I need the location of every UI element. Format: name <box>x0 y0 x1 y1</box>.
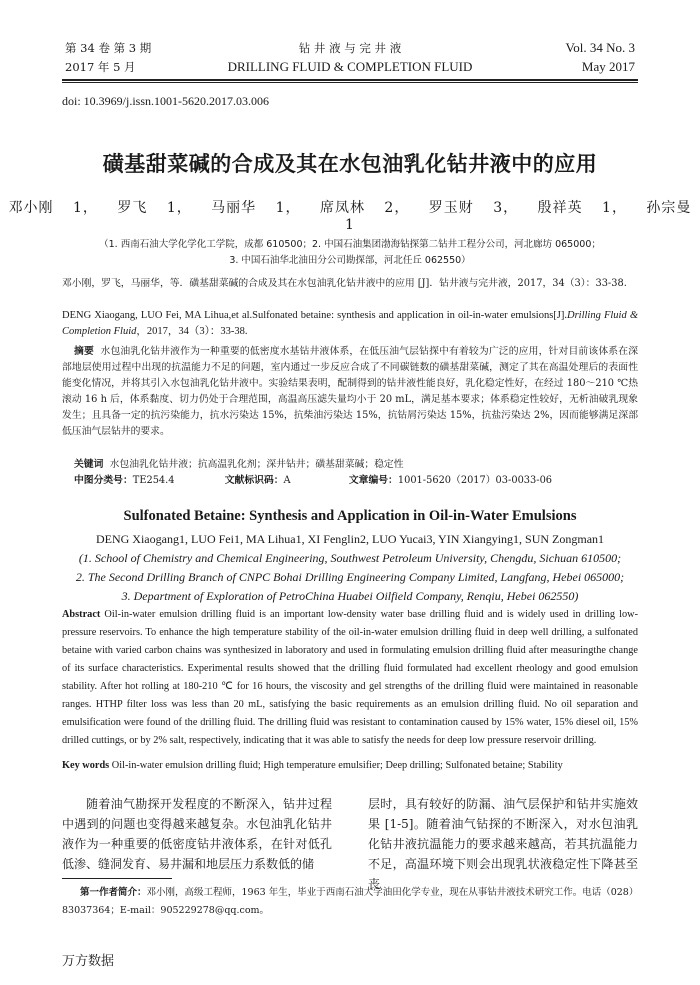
abstract-cn-label: 摘要 <box>74 346 94 357</box>
keywords-cn-label: 关键词 <box>74 459 104 470</box>
doc-code-label: 文献标识码： <box>224 475 284 486</box>
date-en: May 2017 <box>581 59 635 74</box>
journal-name-cn: 钻 井 液 与 完 井 液 <box>298 41 402 55</box>
citation-en-text: DENG Xiaogang, LUO Fei, MA Lihua,et al.Sulfonated betaine: synthesis and application in oil-in-water emulsions[J]. <box>62 310 567 321</box>
footnote-rule <box>62 878 172 879</box>
affiliation-en-2: 2. The Second Drilling Branch of CNPC Bohai Drilling Engineering Company Limited, Langfang, Hebei 065000; <box>75 570 625 584</box>
citation-en-tail: ，2017，34（3）：33-38. <box>136 326 248 337</box>
affiliation-en-3: 3. Department of Exploration of PetroChina Huabei Oilfield Company, Renqiu, Hebei 062550) <box>121 589 579 603</box>
keywords-cn <box>62 457 638 473</box>
authors-en: DENG Xiaogang1, LUO Fei1, MA Lihua1, XI Fenglin2, LUO Yucai3, YIN Xiangying1, SUN Zongman1 <box>95 532 605 546</box>
affiliation-en-1: (1. School of Chemistry and Chemical Engineering, Southwest Petroleum University, Chengdu, Sichuan 610500; <box>78 551 622 565</box>
title-cn: 磺基甜菜碱的合成及其在水包油乳化钻井液中的应用 <box>102 152 598 176</box>
affiliation-cn-2: 3. 中国石油华北油田分公司勘探部，河北任丘 062550） <box>229 255 471 266</box>
keywords-en <box>62 758 638 774</box>
header-rule-bottom <box>62 82 638 83</box>
abstract-en-text: Oil-in-water emulsion drilling fluid is an important low-density water base drilling fluid and is widely used in drilling low-pressure reservoirs. To enhance the high temperature stability of the oil-in-water emulsion drilling fluid in deep well drilling, a sulfonated betaine with varied carbon chains was synthesized in laboratory and used in formulating emulsion drilling fluid after measuringthe change of its surface characteristics. Experimental results showed that the drilling fluid formulated had excellent rheology and good emulsion stability. After hot rolling at 180-210 ℃ for 16 hours, the viscosity and gel strengths of the drilling fluid were maintained in reasonable ranges. HTHP filter loss was less than 20 mL, satisfying the basic requirements as an emulsion drilling fluid. No oil separation and emulsification were found of the drilling fluid. The drilling fluid was resistant to contamination caused by 15% water, 15% diesel oil, 15% drilled cuttings, or by 2% salt, respectively, indicating that it was able to satisfy the needs for deep low pressure reservoir drilling. <box>62 609 639 746</box>
citation-en-journal: Drilling Fluid & Completion Fluid <box>62 310 638 337</box>
keywords-en-text: Oil-in-water emulsion drilling fluid; High temperature emulsifier; Deep drilling; Sulfonated betaine; Stability <box>111 760 563 771</box>
header-rule-top <box>62 79 638 81</box>
body-column-left: 随着油气勘探开发程度的不断深入，钻井过程中遇到的问题也变得越来越复杂。水包油乳化钻井液作为一种重要的低密度钻井液体系，在针对低孔低渗、缝洞发育、易井漏和地层压力系数低的储 <box>62 797 332 871</box>
footnote-label: 第一作者简介： <box>80 887 147 898</box>
abstract-en-label: Abstract <box>62 609 101 620</box>
doi[interactable]: doi: 10.3969/j.issn.1001-5620.2017.03.006 <box>62 94 270 108</box>
classification-line <box>62 473 638 489</box>
footnote-text: 邓小刚，高级工程师，1963 年生，毕业于西南石油大学油田化学专业，现在从事钻井液技术研究工作。电话（028）83037364；E-mail：905229278@qq.com。 <box>62 887 634 916</box>
article-no-value: 1001-5620（2017）03-0033-06 <box>397 475 553 486</box>
date-cn: 2017 年 5 月 <box>65 60 136 74</box>
clc-label: 中图分类号： <box>74 475 133 486</box>
body-column-right: 层时，具有较好的防漏、油气层保护和钻井实施效果 [1-5]。随着油气钻探的不断深入，对水包油乳化钻井液抗温能力的要求越来越高，若其抗温能力不足，高温环境下则会出现乳状液稳定性下降甚至丧 <box>368 797 638 891</box>
journal-name-en: DRILLING FLUID & COMPLETION FLUID <box>227 59 473 74</box>
abstract-en <box>62 606 638 750</box>
authors-cn: 邓小刚 1， 罗飞 1， 马丽华 1， 席凤林 2， 罗玉财 3， 殷祥英 1， 孙宗曼 1 <box>8 200 692 233</box>
article-no-label: 文章编号： <box>348 475 398 486</box>
doc-code-value: A <box>283 475 291 486</box>
affiliation-cn-1: （1. 西南石油大学化学化工学院，成都 610500；2. 中国石油集团渤海钻探第二钻井工程分公司，河北廊坊 065000； <box>99 239 601 250</box>
volume-issue-en: Vol. 34 No. 3 <box>565 40 635 55</box>
watermark: 万方数据 <box>62 954 115 969</box>
abstract-cn <box>62 344 638 440</box>
keywords-cn-text: 水包油乳化钻井液；抗高温乳化剂；深井钻井；磺基甜菜碱；稳定性 <box>109 459 404 470</box>
citation-en <box>62 308 638 340</box>
clc-value: TE254.4 <box>132 475 175 486</box>
footnote <box>62 884 638 920</box>
keywords-en-label: Key words <box>62 760 110 771</box>
volume-issue-cn: 第 34 卷 第 3 期 <box>65 41 152 55</box>
citation-cn: 邓小刚，罗飞，马丽华，等．磺基甜菜碱的合成及其在水包油乳化钻井液中的应用 [J]．钻井液与完井液，2017，34（3）：33-38. <box>62 278 627 289</box>
abstract-cn-text: 水包油乳化钻井液作为一种重要的低密度水基钻井液体系，在低压油气层钻探中有着较为广泛的应用，针对目前该体系在深部地层使用过程中出现的抗温能力不足的问题，室内通过一步反应合成了不同碳链数的磺基甜菜碱，测定了其在高温处理后的表面性能变化情况，并将其引入水包油乳化钻井液中。实验结果表明，配制得到的钻井液性能良好，乳化稳定性好，在经过 180～210 ℃热滚动 16 h 后，体系黏度、切力仍处于合理范围，高温高压滤失量均小于 20 mL，满足基本要求；体系稳定性较好，无析油破乳现象发生；且具备一定的抗污染能力，抗水污染达 15%，抗柴油污染达 15%，抗钻屑污染达 15%，抗盐污染达 2%，因而能够满足深部低压油气层钻井的要求。 <box>62 346 639 437</box>
title-en: Sulfonated Betaine: Synthesis and Application in Oil-in-Water Emulsions <box>123 508 577 524</box>
